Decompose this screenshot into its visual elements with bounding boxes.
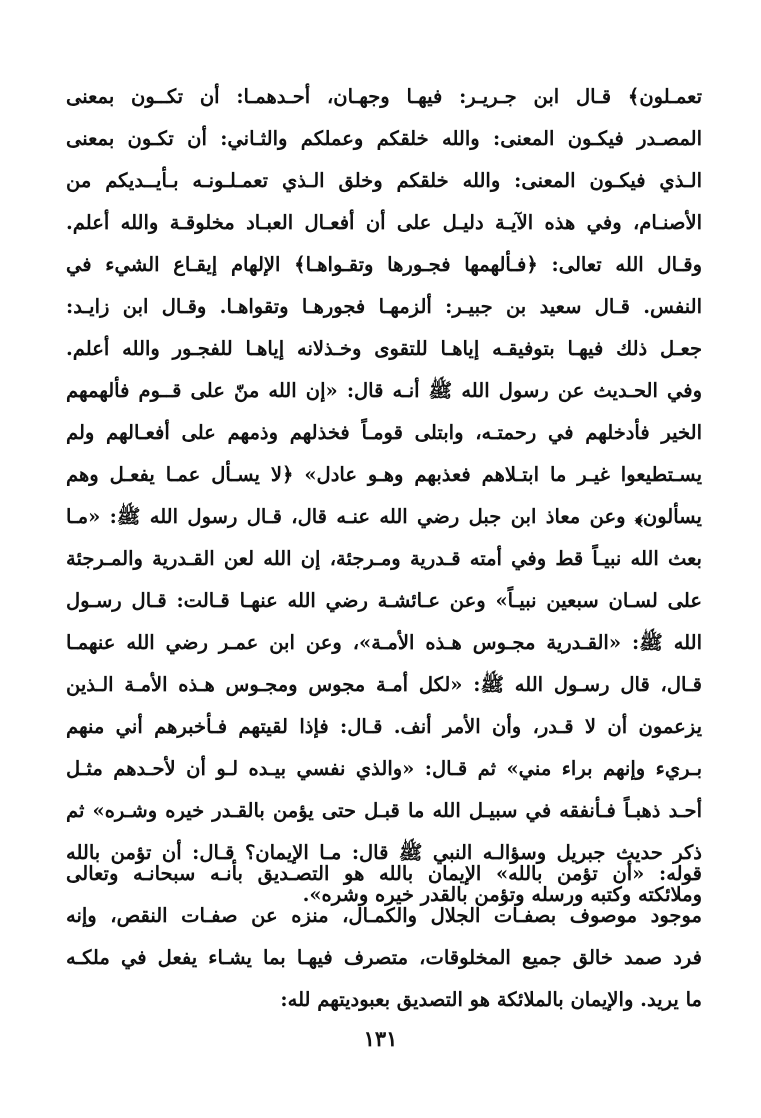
text-line: المصـدر فيكـون المعنى: والله خلقكم وعملكم والثـاني: أن تكـون بمعنى xyxy=(66,127,702,150)
text-line: قـال، قال رسـول الله ﷺ: «لكل أمـة مجوس ومجـوس هـذه الأمـة الـذين xyxy=(66,673,702,696)
page-number: ١٣١ xyxy=(363,1026,398,1051)
text-line: الله ﷺ: «القـدرية مجـوس هـذه الأمـة»، وعن ابن عمـر رضي الله عنهمـا xyxy=(66,631,702,654)
text-line: وملائكته وكتبه ورسله وتؤمن بالقدر خيره وشره». xyxy=(302,883,702,906)
text-line: الخير فأدخلهم في رحمتـه، وابتلى قومـاً فخذلهم وذمهم على أفعـالهم ولم xyxy=(66,421,702,444)
text-line: تعمـلون﴾ قـال ابن جـريـر: فيهـا وجهـان، أحـدهمـا: أن تكــون بمعنى xyxy=(66,85,702,108)
text-line: بـريء وإنهم براء مني» ثم قـال: «والذي نفسي بيـده لـو أن لأحـدهم مثـل xyxy=(66,757,702,780)
text-line: وقـال الله تعالى: ﴿فـألهمها فجـورها وتقـواهـا﴾ الإلهام إيقـاع الشيء في xyxy=(66,253,702,276)
text-line: يزعمون أن لا قـدر، وأن الأمر أنف. قـال: فإذا لقيتهم فـأخبرهم أني منهم xyxy=(66,715,702,738)
text-line: على لسـان سبعين نبيـاً» وعن عـائشـة رضي الله عنهـا قـالت: قـال رسـول xyxy=(66,589,702,612)
paragraph-main xyxy=(66,76,702,916)
text-line: فرد صمد خالق جميع المخلوقات، متصرف فيهـا بما يشـاء يفعل في ملكـه xyxy=(66,946,702,969)
text-line: وفي الحـديث عن رسول الله ﷺ أنـه قال: «إن الله منّ على قــوم فألهمهم xyxy=(66,379,702,402)
text-line: يسـتطيعوا غيـر ما ابتـلاهم فعذبهم وهـو عادل» ﴿لا يسـأل عمـا يفعـل وهم xyxy=(66,463,702,486)
text-line: النفس. قـال سعيد بن جبيـر: ألزمهـا فجورهـا وتقواهـا. وقـال ابن زايـد: xyxy=(66,295,702,318)
text-line: بعث الله نبيـاً قط وفي أمته قـدرية ومـرجئة، إن الله لعن القـدرية والمـرجئة xyxy=(66,547,702,570)
text-line: قوله: «أن تؤمن بالله» الإيمان بالله هو التصـديق بأنـه سبحانـه وتعالى xyxy=(66,862,702,885)
text-line: جعـل ذلك فيهـا بتوفيقـه إياهـا للتقوى وخـذلانه إياهـا للفجـور والله أعلم. xyxy=(66,337,702,360)
text-line: ما يريد. والإيمان بالملائكة هو التصديق بعبوديتهم لله: xyxy=(280,988,702,1011)
text-line: يسألون﴾ وعن معاذ ابن جبل رضي الله عنـه قال، قـال رسول الله ﷺ: «مـا xyxy=(66,505,702,528)
paragraph-commentary xyxy=(66,853,702,1021)
text-line: أحـد ذهبـاً فـأنفقه في سبيـل الله ما قبـل حتى يؤمن بالقـدر خيره وشـره» ثم xyxy=(66,799,702,822)
text-line: موجود موصوف بصفـات الجلال والكمـال، منزه عن صفـات النقص، وإنه xyxy=(66,904,702,927)
text-line: الـذي فيكـون المعنى: والله خلقكم وخلق الـذي تعمـلـونـه بـأيــديكم من xyxy=(66,169,702,192)
text-line: ذكر حديث جبريل وسؤالـه النبي ﷺ قال: مـا الإيمان؟ قـال: أن تؤمن بالله xyxy=(66,841,702,864)
text-line: الأصنـام، وفي هذه الآيـة دليـل على أن أفعـال العبـاد مخلوقـة والله أعلم. xyxy=(66,211,702,234)
